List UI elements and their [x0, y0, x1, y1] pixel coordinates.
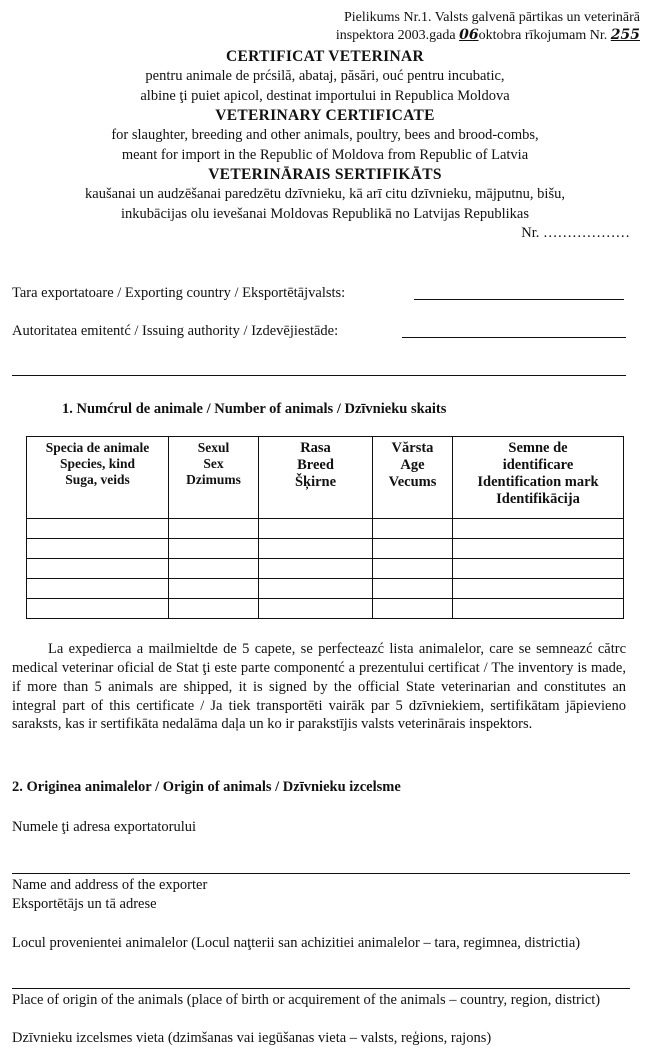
annex-line-2-pre: inspektora 2003.gada: [335, 27, 460, 43]
blank-line[interactable]: [12, 375, 626, 376]
table-cell[interactable]: [453, 519, 624, 539]
annex-line-2: [240, 27, 640, 45]
subtitle-english-1: for slaughter, breeding and other animals, poultry, bees and brood-combs,: [111, 127, 539, 143]
subtitle-romanian-1: pentru animale de prćsilă, abataj, păsări, ouć pentru incubatic,: [145, 68, 505, 84]
table-cell[interactable]: [169, 519, 259, 539]
table-header-row: [27, 437, 624, 519]
column-label: Identifikācija: [496, 491, 580, 508]
subtitle-romanian-2: albine ţi puiet apicol, destinat importului in Republica Moldova: [140, 88, 510, 104]
table-cell[interactable]: [27, 519, 169, 539]
table-cell[interactable]: [259, 599, 373, 619]
section-2-title: 2. Originea animalelor / Origin of animals / Dzīvnieku izcelsme: [12, 779, 401, 795]
table-cell[interactable]: [453, 579, 624, 599]
subtitle-english-2: meant for import in the Republic of Moldova from Republic of Latvia: [121, 147, 529, 163]
animals-table: [26, 436, 624, 619]
column-label: Age: [400, 457, 425, 474]
column-label: Vărsta: [391, 440, 434, 456]
column-label: Sex: [203, 455, 224, 471]
annex-reference: [240, 9, 640, 44]
column-age: [373, 437, 453, 519]
column-label: Semne de: [508, 440, 568, 456]
table-cell[interactable]: [27, 599, 169, 619]
table-row: [27, 539, 624, 559]
column-label: Suga, veids: [65, 471, 130, 487]
table-cell[interactable]: [373, 519, 453, 539]
table-cell[interactable]: [259, 539, 373, 559]
exporter-label-lv: Eksportētājs un tā adrese: [12, 896, 157, 912]
inventory-note: La expedierca a mailmieltde de 5 capete, se perfecteazć lista animalelor, care se semneazć cătrc medical veterinar oficial de Stat ţi este parte componentć a prezentului certificat / The inventory is made, if more than 5 animals are shipped, it is signed by the official State veterinarian and constitutes an integral part of this certificate / Ja tiek transportēti vairāk par 5 dzīvniekiem, sertifikātam jāpievieno saraksts, kas ir sertifikāta nedalāma daļa un ko ir parakstījis valsts veterinārais inspektors.: [12, 641, 626, 733]
column-label: Rasa: [300, 440, 331, 456]
column-label: Vecums: [388, 474, 437, 491]
handwritten-order-number: 255: [610, 26, 640, 43]
table-cell[interactable]: [27, 559, 169, 579]
table-cell[interactable]: [373, 539, 453, 559]
column-species: [27, 437, 169, 519]
column-label: Sexul: [197, 440, 230, 455]
column-label: Species, kind: [59, 455, 136, 471]
table-cell[interactable]: [169, 539, 259, 559]
column-label: Breed: [297, 457, 334, 474]
origin-label-en: Place of origin of the animals (place of birth or acquirement of the animals – country, region, district): [12, 992, 601, 1008]
table-cell[interactable]: [259, 579, 373, 599]
annex-line-2-mid: oktobra rīkojumam Nr.: [478, 27, 611, 43]
column-sex: [169, 437, 259, 519]
table-row: [27, 559, 624, 579]
section-1-title: 1. Numćrul de animale / Number of animals / Dzīvnieku skaits: [62, 401, 447, 417]
table-cell[interactable]: [169, 579, 259, 599]
annex-line-1: Pielikums Nr.1. Valsts galvenā pārtikas un veterinārā: [343, 10, 640, 25]
table-cell[interactable]: [27, 539, 169, 559]
exporting-country-label: Tara exportatoare / Exporting country / Eksportētājvalsts:: [12, 285, 346, 301]
issuing-authority-field[interactable]: [402, 337, 626, 338]
table-cell[interactable]: [169, 599, 259, 619]
column-label: identificare: [502, 457, 574, 474]
exporter-field[interactable]: [12, 873, 630, 874]
issuing-authority-label: Autoritatea emitentć / Issuing authority / Izdevējiestāde:: [12, 323, 339, 339]
title-latvian: VETERINĀRAIS SERTIFIKĀTS: [208, 166, 442, 183]
table-row: [27, 519, 624, 539]
column-label: Specia de animale: [45, 440, 150, 455]
table-cell[interactable]: [373, 579, 453, 599]
column-identification: [453, 437, 624, 519]
table-cell[interactable]: [453, 599, 624, 619]
column-breed: [259, 437, 373, 519]
exporting-country-field[interactable]: [414, 299, 624, 300]
column-label: Dzimums: [186, 471, 241, 487]
certificate-number: Nr. ………………: [521, 225, 630, 241]
title-romanian: CERTIFICAT VETERINAR: [226, 48, 424, 65]
title-english: VETERINARY CERTIFICATE: [215, 107, 435, 124]
column-label: Identification mark: [477, 474, 599, 491]
subtitle-latvian-2: inkubācijas olu ievešanai Moldovas Republikā no Latvijas Republikas: [121, 206, 529, 222]
origin-label-ro: Locul provenientei animalelor (Locul naţterii san achizitiei animalelor – tara, regimnea, districtia): [12, 935, 581, 951]
column-label: Šķirne: [294, 474, 337, 491]
origin-field[interactable]: [12, 988, 630, 989]
table-cell[interactable]: [453, 559, 624, 579]
exporter-label-en: Name and address of the exporter: [12, 877, 208, 893]
table-cell[interactable]: [373, 599, 453, 619]
exporter-label-ro: Numele ţi adresa exportatorului: [12, 819, 197, 835]
table-cell[interactable]: [259, 559, 373, 579]
table-cell[interactable]: [453, 539, 624, 559]
table-cell[interactable]: [27, 579, 169, 599]
table-row: [27, 579, 624, 599]
table-cell[interactable]: [373, 559, 453, 579]
table-row: [27, 599, 624, 619]
origin-label-lv: Dzīvnieku izcelsmes vieta (dzimšanas vai iegūšanas vieta – valsts, reģions, rajons): [12, 1030, 492, 1046]
table-cell[interactable]: [169, 559, 259, 579]
handwritten-day: 06: [459, 26, 479, 43]
subtitle-latvian-1: kaušanai un audzēšanai paredzētu dzīvnieku, kā arī citu dzīvnieku, mājputnu, bišu,: [85, 186, 565, 202]
table-cell[interactable]: [259, 519, 373, 539]
